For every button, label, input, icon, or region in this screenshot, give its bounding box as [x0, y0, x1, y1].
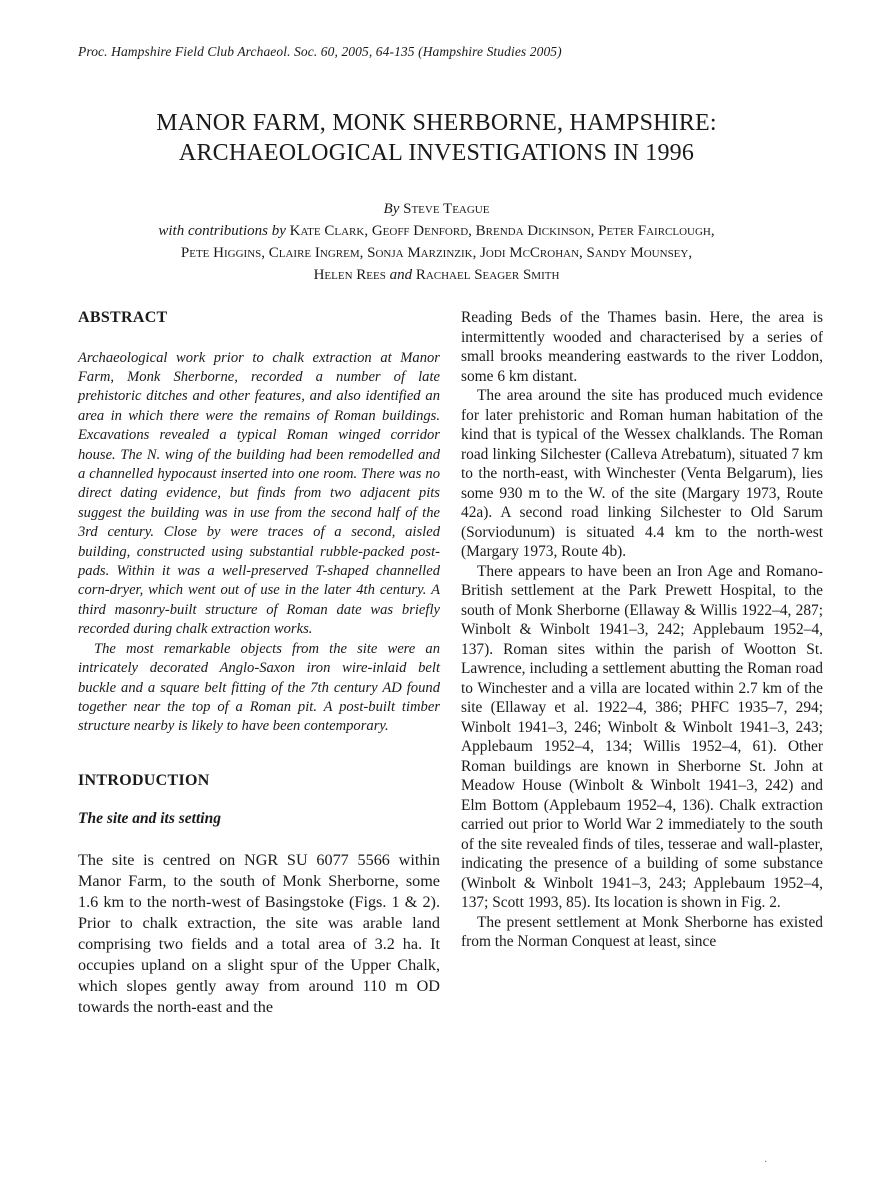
introduction-paragraph-1: The site is centred on NGR SU 6077 5566 within Manor Farm, to the south of Monk Sherborne, some 1.6 km to the north-west of Basingstoke (Figs. 1 & 2). Prior to chalk extraction, the site was arable land comprising two fields and a total area of 3.2 ha. It occupies upland on a slight spur of the Upper Chalk, which slopes gently away from around 110 m OD towards the north-east and the [78, 850, 440, 1016]
by-label: By [383, 201, 400, 217]
author-line [60, 198, 813, 220]
right-paragraph-2: The area around the site has produced much evidence for later prehistoric and Roman human habitation of the kind that is typical of the Wessex chalklands. The Roman road linking Silchester (Calleva Atrebatum), situated 7 km to the north-east, with Winchester (Venta Belgarum), lies some 930 m to the W. of the site (Margary 1973, Route 42a). A second road linking Silchester to Old Sarum (Sorviodunum) is situated 4.4 km to the north-west (Margary 1973, Route 4b). [461, 387, 823, 560]
site-setting-subheading: The site and its setting [78, 810, 221, 828]
byline [60, 198, 813, 286]
contributors-line-1 [60, 220, 813, 242]
right-column [461, 308, 823, 952]
right-paragraph-4: The present settlement at Monk Sherborne has existed from the Norman Conquest at least, since [461, 913, 823, 950]
right-paragraph-3: There appears to have been an Iron Age and Romano-British settlement at the Park Prewett Hospital, to the south of Monk Sherborne (Ellaway & Willis 1922–4, 287; Winbolt & Winbolt 1941–3, 242; Applebaum 1952–4, 137). Roman sites within the parish of Wootton St. Lawrence, including a settlement abutting the Roman road to Winchester and a villa are located within 2.7 km of the site (Ellaway et al. 1922–4, 386; PHFC 1935–7, 294; Winbolt 1941–3, 246; Winbolt & Winbolt 1941–3, 243; Applebaum 1952–4, 134; Willis 1952–4, 61). Other Roman buildings are known in Sherborne St. John at Meadow House (Winbolt & Winbolt 1941–3, 242) and Elm Bottom (Applebaum 1952–4, 136). Chalk extraction carried out prior to World War 2 immediately to the south of the site revealed finds of tiles, tesserae and wall-plaster, indicating the presence of a building of some substance (Winbolt & Winbolt 1941–3, 243; Applebaum 1952–4, 137; Scott 1993, 85). Its location is shown in Fig. 2. [461, 562, 823, 911]
left-column [78, 308, 440, 1018]
contributor-rees: Helen Rees [313, 267, 386, 283]
article-title [60, 108, 813, 168]
introduction-heading: INTRODUCTION [78, 771, 210, 789]
title-line-1: MANOR FARM, MONK SHERBORNE, HAMPSHIRE: [156, 110, 717, 136]
running-head: Proc. Hampshire Field Club Archaeol. Soc. 60, 2005, 64-135 (Hampshire Studies 2005) [78, 44, 562, 59]
right-paragraph-1: Reading Beds of the Thames basin. Here, the area is intermittently wooded and characterised by a series of small brooks meandering eastwards to the river Loddon, some 6 km distant. [461, 309, 823, 385]
contributor-seager-smith: Rachael Seager Smith [415, 267, 560, 283]
author-name: Steve Teague [403, 201, 490, 217]
and-label: and [389, 267, 413, 283]
contributors-names-1: Kate Clark, Geoff Denford, Brenda Dickinson, Peter Fairclough, [289, 223, 715, 239]
contributors-line-3 [60, 264, 813, 286]
abstract-paragraph-2: The most remarkable objects from the site were an intricately decorated Anglo-Saxon iron wire-inlaid belt buckle and a square belt fitting of the 7th century AD found together near the top of a Roman pit. A post-built timber structure nearby is likely to have been contemporary. [78, 640, 440, 735]
abstract-paragraph-1: Archaeological work prior to chalk extraction at Manor Farm, Monk Sherborne, recorded a number of late prehistoric ditches and other features, and also identified an area in which there were the remains of Roman buildings. Excavations revealed a typical Roman winged corridor house. The N. wing of the building had been remodelled and a channelled hypocaust inserted into one room. There was no direct dating evidence, but finds from two adjacent pits suggest the building was in use from the second half of the 3rd century. Close by were traces of a second, aisled building, constructed using substantial rubble-packed post-pads. Within it was a well-preserved T-shaped channelled corn-dryer, which went out of use in the later 4th century. A third masonry-built structure of Roman date was briefly recorded during chalk extraction works. [78, 349, 440, 638]
scan-speck: · [764, 1157, 768, 1168]
title-line-2: ARCHAEOLOGICAL INVESTIGATIONS IN 1996 [178, 140, 695, 166]
contributors-line-2: Pete Higgins, Claire Ingrem, Sonja Marzinzik, Jodi McCrohan, Sandy Mounsey, [180, 245, 693, 261]
with-label: with contributions by [158, 223, 286, 239]
abstract-heading: ABSTRACT [78, 309, 168, 326]
